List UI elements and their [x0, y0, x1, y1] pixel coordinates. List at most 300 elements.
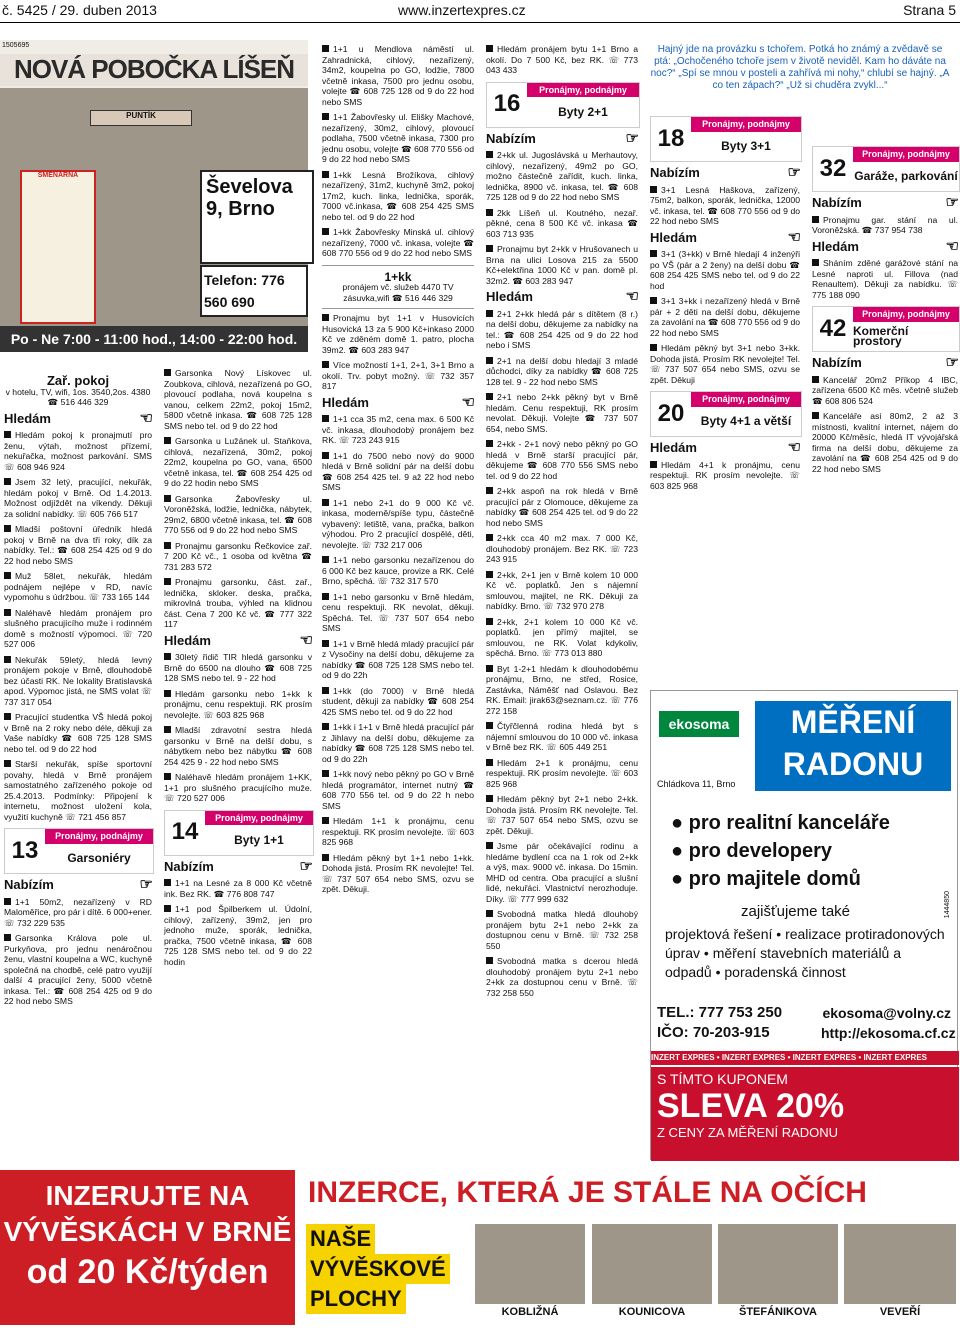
list-item-text: Sháním zděné garážové stání na Lesné naproti ul. Fillova (nad Renaultem). Děkuji za nabídku. ☏ 775 188 090	[812, 258, 958, 300]
category-number: 32	[819, 154, 847, 182]
heading-label: Hledám	[650, 229, 697, 245]
list-item	[322, 639, 474, 681]
category-group: Pronájmy, podnájmy	[205, 811, 313, 826]
list-item-text: Muž 58let, nekuřák, hledám podnájem nejlépe v RD, navíc vypomohu s údržbou. ☏ 733 165 144	[4, 571, 152, 602]
heading-label: Hledám	[486, 289, 533, 304]
bullet-icon	[486, 310, 493, 317]
radon-title-box	[755, 701, 951, 791]
inzerce-ad	[300, 1170, 960, 1325]
bullet-icon	[164, 773, 171, 780]
list-item	[322, 44, 474, 107]
list-item	[486, 570, 638, 612]
bullet-icon	[486, 957, 493, 964]
hand-pointer-icon: ☞	[945, 354, 958, 371]
heading-label: Hledám	[650, 440, 697, 455]
board-label: KOBLIŽNÁ	[501, 1306, 559, 1318]
category-number: 13	[11, 836, 39, 864]
list-item-text: Kancelář 20m2 Příkop 4 IBC, zařízena 6500 Kč měs. včetně služeb ☎ 608 806 524	[812, 374, 958, 406]
hand-pointer-icon: ☜	[625, 288, 638, 305]
list-item-text: Naléhavě hledám pronájem pro slušného pracujícího muže i rodinném domě s možností výpomoci. ☏ 720 527 006	[4, 607, 152, 649]
radon-bullet: ● pro developery	[671, 840, 833, 862]
coupon-text: S TÍMTO KUPONEM	[657, 1071, 788, 1087]
list-item	[4, 571, 152, 603]
list-item-text: 3+1 (3+kk) v Brně hledají 4 inženýři po VŠ (pár a 2 ženy) na delší dobu ☎ 608 254 425 SMS nebo tel. od 9 do 22 hod	[650, 249, 800, 291]
list-item	[812, 258, 958, 300]
heading-label: Nabízím	[486, 130, 536, 146]
list-item-text: 2+kk ul. Jugoslávská u Merhautovy, cihlový, nezařízený, 49m2 po GO, možno částečně zařídit, kuch. linka, lednička, 8900 vč. inkasa, tel. ☎ 608 725 128 od 9 do 22 hod nebo SMS	[486, 150, 638, 202]
list-item-text: Garsonka u Lužánek ul. Staňkova, cihlová, nezařízená, 30m2, pokoj 22m2, koupelna po GO, vana, 6500 včetně inkasa, tel. ☎ 608 254 425 od 9 do 22 hodin nebo SMS	[164, 436, 312, 488]
category-group: Pronájmy, podnájmy	[691, 392, 801, 407]
list-item-text: 2+1 2+kk hledá pár s dítětem (8 r.) na delší dobu, děkujeme za nabídky na tel.: ☎ 608 254 425 od 9 do 22 hod nebo i SMS	[486, 308, 638, 350]
bullet-icon	[4, 713, 11, 720]
heading-hledam	[650, 439, 800, 456]
heading-label: Nabízím	[650, 165, 700, 180]
list-item	[650, 296, 800, 338]
category-title: Garáže, parkování	[854, 169, 958, 183]
list-item-text: 1+kk nový nebo pěkný po GO v Brně hledá programátor, internet nutný ☎ 608 770 556 tel. od 9 do 22 h nebo SMS	[322, 769, 474, 811]
branch-phone: Telefon: 776 560 690	[200, 265, 308, 317]
category-box	[812, 306, 960, 352]
list-item	[650, 460, 800, 492]
nase-line-2: VÝVĚSKOVÉ	[306, 1254, 450, 1284]
list-item-text: 1+kk i 1+1 v Brně hledá pracující pár z Jihlavy na delší dobu, děkujeme za nabídky ☎ 608 725 128 SMS nebo tel. od 9 do 22h	[322, 722, 474, 764]
list-item-text: Starší nekuřák, spíše sportovní povahy, hledá v Brně pronájem samostatného zařízeného pokoje od 25.4.2013. Podmínky: Připojení k internetu, možnost uložení kola, využití kuchyně ☏ 721 456 857	[4, 759, 152, 822]
list-item-text: Garsonka Králova pole ul. Purkyňova, pro jednu nenáročnou ženu, vlastní koupelna a WC, kuchyně společná na chodbě, celé patro využijí další 4 pracující ženy, 5000 včetně inkasa. Tel.: ☎ 608 254 425 od 9 do 22 hod nebo SMS	[4, 933, 152, 1006]
spacer	[650, 92, 800, 110]
list-item-text: 1+1 nebo garsonku v Brně hledám, cenu respektuji. RK nevolat, děkuji. Spěchá. Tel. ☏ 737 507 654 nebo SMS	[322, 591, 474, 633]
bullet-icon	[164, 879, 171, 886]
bullet-icon	[4, 431, 11, 438]
category-box	[486, 82, 640, 128]
bullet-icon	[486, 245, 493, 252]
list-item	[322, 112, 474, 165]
hand-pointer-icon: ☜	[299, 631, 312, 649]
category-box	[650, 391, 802, 437]
bullet-icon	[486, 534, 493, 541]
vyvesky-line-2: VÝVĚSKÁCH V BRNĚ	[3, 1216, 292, 1247]
list-item-text: 1+1 v Brně hledá mladý pracující pár z Vysočiny na delší dobu, děkujeme za nabídky ☎ 608 725 128 SMS nebo tel. od 9 do 22h	[322, 638, 474, 680]
column-2	[164, 368, 312, 1161]
heading-nabizim	[4, 876, 152, 893]
list-item-text: 3+1 Lesná Haškova, zařízený, 75m2, balkon, sporák, lednička, 12000 vč. inkasa, tel. ☎ 608 770 556 od 9 do 22 hod nebo SMS	[650, 184, 800, 226]
list-item	[322, 360, 474, 392]
list-item-text: 1+1 nebo 2+1 do 9 000 Kč vč. inkasa, moderně/spíše typu, částečně vybavený: letiště, vana, pračka, balkon výhodou. Pro 2 pracující dospělé, děti, nevolejte. ☏ 732 217 006	[322, 497, 474, 550]
list-item	[164, 652, 312, 684]
list-item	[322, 722, 474, 764]
list-item	[4, 524, 152, 566]
list-item	[322, 498, 474, 551]
board-label: ŠTEFÁNIKOVA	[738, 1306, 818, 1318]
bullet-icon	[4, 760, 11, 767]
list-item	[322, 853, 474, 895]
heading-nabizim	[486, 129, 638, 147]
list-item	[486, 664, 638, 717]
category-title: Byty 4+1 a větší	[700, 414, 792, 428]
category-title: Byty 3+1	[721, 139, 771, 153]
heading-label: Hledám	[322, 394, 369, 410]
bullet-icon	[164, 542, 171, 549]
board-photo-2	[592, 1224, 712, 1304]
category-box	[650, 116, 802, 162]
list-item	[4, 655, 152, 708]
list-item	[164, 689, 312, 721]
list-item-text: Garsonka Nový Lískovec ul. Zoubkova, cihlová, nezařízená po GO, plovoucí podlaha, nová koupelna s vanou, celkem 22m2, pokoj 15m2, 5800 včetně inkasa. ☎ 608 725 128 SMS nebo tel. od 9 do 22 hod	[164, 368, 312, 431]
list-item	[486, 758, 638, 790]
list-item-text: Naléhavě hledám pronájem 1+KK, 1+1 pro slušného pracujícího muže. ☏ 720 527 006	[164, 772, 312, 803]
bullet-icon	[322, 687, 329, 694]
bullet-icon	[650, 186, 657, 193]
list-item	[322, 414, 474, 446]
bullet-icon	[322, 171, 329, 178]
list-item-text: 1+1 pod Špilberkem ul. Údolní, cihlový, zařízený, 39m2, jen pro jednoho muže, sporák, lednička, pračka, 7500 včetně inkasa, ☎ 608 725 128 SMS nebo tel. od 9 do 22 hodin	[164, 904, 312, 967]
list-item	[164, 725, 312, 767]
heading-hledam	[4, 409, 152, 427]
list-item-text: Hledám 1+1 k pronájmu, cenu respektuji. RK prosím nevolejte. ☏ 603 825 968	[322, 816, 474, 847]
hand-pointer-icon: ☜	[787, 439, 800, 456]
list-item-text: Hledám 4+1 k pronájmu, cenu respektuji. RK prosím nevolejte. ☏ 603 825 968	[650, 459, 800, 491]
heading-label: Hledám	[164, 632, 211, 648]
list-item-text: 2+1 na delší dobu hledají 3 mladé důchodci, díky za nabídky ☎ 608 725 128 tel. 9 - 22 hod nebo SMS	[486, 355, 638, 387]
list-item-text: 1+1 50m2, nezařízený v RD Maloměřice, pro pár i dítě. 6 000+ener. ☏ 732 229 535	[4, 896, 152, 928]
bullet-icon	[322, 452, 329, 459]
board-label: VEVEŘÍ	[879, 1306, 921, 1318]
list-item	[486, 392, 638, 434]
heading-label: Hledám	[4, 410, 51, 426]
column-4	[486, 44, 638, 1161]
list-item	[486, 617, 638, 659]
list-item	[650, 185, 800, 227]
list-item-text: Hledám pěkný byt 2+1 nebo 2+kk. Dohoda jistá. Prosím RK nevolejte. Tel. ☏ 737 507 654 nebo SMS, ozvu se zpět. Děkuji.	[486, 794, 638, 836]
list-item-text: Čtyřčlenná rodina hledá byt s nájemní smlouvou do 10 000 vč. inkasa v Brně bez RK. ☏ 605 449 251	[486, 721, 638, 752]
list-item	[812, 215, 958, 236]
radon-address: Chládkova 11, Brno	[657, 779, 736, 789]
bullet-icon	[650, 297, 657, 304]
coupon-subtext: Z CENY ZA MĚŘENÍ RADONU	[657, 1125, 839, 1140]
ekosoma-logo: ekosoma	[659, 711, 739, 737]
radon-bullets	[671, 809, 890, 893]
heading-hledam	[486, 288, 638, 305]
heading-label: Nabízím	[164, 858, 214, 874]
list-item	[486, 533, 638, 565]
bullet-icon	[812, 259, 819, 266]
list-item	[164, 878, 312, 899]
bullet-icon	[322, 640, 329, 647]
list-item	[486, 208, 638, 240]
vyvesky-ad	[0, 1170, 295, 1325]
bullet-icon	[486, 842, 493, 849]
list-item-text: Pronajmu garsonku Řečkovice zař. 7 200 Kč vč., 1 osoba od května ☎ 731 283 572	[164, 540, 312, 572]
bullet-icon	[4, 656, 11, 663]
branch-address: Ševelova 9, Brno	[206, 176, 293, 220]
list-item-text: Garsonka Žabovřesky ul. Voroněžská, lodžie, lednička, nábytek, 29m2, 6800 včetně inkasa, tel. ☎ 608 770 556 od 9 do 22 hod nebo SMS	[164, 493, 312, 535]
heading-label: Nabízím	[812, 195, 862, 210]
list-item-text: Pracující studentka VŠ hledá pokoj v Brně na 2 roky nebo déle, děkuji za Vaše nabídky ☎ 608 725 128 SMS nebo tel. od 9 do 22 hod	[4, 712, 152, 754]
list-item	[486, 44, 638, 76]
nase-plochy	[306, 1224, 450, 1314]
heading-hledam	[812, 237, 958, 255]
branch-hours: Po - Ne 7:00 - 11:00 hod., 14:00 - 22:00 hod.	[0, 326, 308, 352]
list-item	[486, 721, 638, 753]
bullet-icon	[486, 759, 493, 766]
bullet-icon	[486, 209, 493, 216]
category-number: 42	[819, 314, 847, 342]
list-item-text: 1+1 u Mendlova náměstí ul. Zahradnická, cihlový, nezařízený, 34m2, koupelna po GO, lodžie, 7800 včetně inkasa, 7500 pro jednu osobu, volejte ☎ 608 725 128 od 9 do 22 hod nebo SMS	[322, 44, 474, 107]
radon-tel: TEL.: 777 753 250	[657, 1004, 783, 1021]
address-plate	[200, 170, 314, 264]
list-item	[486, 956, 638, 998]
sign-smenarna: SMĚNÁRNA	[20, 170, 96, 324]
bullet-icon	[322, 723, 329, 730]
list-item	[486, 309, 638, 351]
list-item	[486, 439, 638, 481]
bullet-icon	[322, 415, 329, 422]
list-item-text: Hledám garsonku nebo 1+kk k pronájmu, cenu respektuji. RK prosím nevolejte. ☏ 603 825 968	[164, 688, 312, 720]
list-item-text: 1+1 do 7500 nebo nový do 9000 hledá v Brně solidní pár na delší dobu ☎ 608 254 425 tel. 9 až 22 hod nebo SMS	[322, 450, 474, 492]
radon-ico: IČO: 70-203-915	[657, 1024, 770, 1041]
intro-title: Zař. pokoj	[46, 373, 110, 388]
list-item	[4, 608, 152, 650]
issue-number: č. 5425 / 29. duben 2013	[2, 2, 157, 18]
list-item	[164, 368, 312, 431]
radon-bullet-text: pro realitní kanceláře	[688, 812, 890, 834]
list-item-text: 1+1 Žabovřesky ul. Elišky Machové, nezařízený, 30m2, cihlový, plovoucí podlaha, 7500 včetně inkasa, 7300 pro jednu osobu, volejte ☎ 608 770 556 od 9 do 22 hod nebo SMS	[322, 112, 474, 164]
bullet-icon	[486, 45, 493, 52]
category-box	[4, 828, 154, 874]
list-item	[4, 477, 152, 519]
list-item-text: Více možností 1+1, 2+1, 3+1 Brno a okolí. Trv. pobyt možný. ☏ 732 357 817	[322, 360, 474, 391]
list-item	[322, 555, 474, 587]
list-item-text: Jsem 32 letý, pracující, nekuřák, hledám pokoj v Brně. Od 1.4.2013. Možnost odjíždět na víkendy. Děkuji za solidní nabídky. ☏ 605 766 517	[4, 477, 152, 519]
radon-email[interactable]: ekosoma@volny.cz	[822, 1005, 951, 1021]
branch-title: NOVÁ POBOČKA LÍŠEŇ	[0, 54, 308, 86]
bullet-icon	[4, 572, 11, 579]
hand-pointer-icon: ☜	[787, 228, 800, 246]
site-url[interactable]: www.inzertexpres.cz	[398, 2, 526, 18]
board-photo-1	[475, 1224, 585, 1304]
list-item	[486, 909, 638, 951]
radon-title-1: MĚŘENÍ	[790, 704, 916, 740]
kk-text: pronájem vč. služeb 4470 TV zásuvka,wifi ☎ 516 446 329	[342, 282, 454, 303]
category-title: Komerční prostory	[853, 323, 909, 349]
radon-code: 1444850	[944, 891, 951, 919]
radon-bullet: ● pro realitní kanceláře	[671, 812, 890, 834]
list-item-text: 2kk Líšeň ul. Koutného, nezař. pěkné, cena 8 500 Kč vč. inkasa ☎ 603 713 935	[486, 207, 638, 239]
list-item	[812, 411, 958, 474]
heading-nabizim	[812, 354, 958, 371]
category-group: Pronájmy, podnájmy	[527, 83, 639, 98]
list-item	[812, 375, 958, 407]
category-number: 20	[657, 399, 685, 427]
hand-pointer-icon: ☜	[461, 393, 474, 411]
hand-pointer-icon: ☞	[625, 129, 638, 147]
bullet-icon	[4, 609, 11, 616]
page-header	[0, 0, 960, 22]
heading-hledam	[164, 631, 312, 649]
branch-ad	[0, 40, 308, 352]
list-item	[164, 494, 312, 536]
bullet-icon	[486, 571, 493, 578]
bullet-icon	[164, 437, 171, 444]
list-item	[164, 436, 312, 489]
bullet-icon	[164, 726, 171, 733]
category-group: Pronájmy, podnájmy	[853, 307, 959, 322]
list-item-text: 1+1 na Lesné za 8 000 Kč včetně ink. Bez RK. ☎ 776 808 747	[164, 878, 312, 899]
category-number: 18	[657, 124, 685, 152]
board-label: KOUNICOVA	[618, 1306, 686, 1318]
bullet-icon	[322, 113, 329, 120]
bullet-icon	[486, 357, 493, 364]
list-item-text: 1+kk (do 7000) v Brně hledá student, děkuji za nabídky ☎ 608 254 425 SMS nebo tel. od 9 do 22 hod	[322, 685, 474, 717]
board-photo-4	[844, 1224, 956, 1304]
category-group: Pronájmy, podnájmy	[691, 117, 801, 132]
list-item	[650, 249, 800, 291]
bullet-icon	[812, 216, 819, 223]
coupon-box	[651, 1067, 959, 1161]
bullet-icon	[164, 653, 171, 660]
ad-code: 1505695	[2, 42, 30, 49]
list-item-text: Pronajmu byt 1+1 v Husovicích Husovická 13 za 5 900 Kč+inkaso 2000 Kč ve zděném domě 1. patro, plocha 39m2. ☎ 603 283 947	[322, 313, 474, 355]
hand-pointer-icon: ☜	[945, 237, 958, 255]
list-item	[486, 356, 638, 388]
list-item	[486, 841, 638, 904]
list-item	[322, 769, 474, 811]
joke-text: Hajný jde na provázku s tchořem. Potká ho známý a zvědavě se ptá: „Ochočeného tchoře jsem v životě neviděl. Kam ho dáváte na noc?“ „Spí se mnou v posteli a zahřívá mi nohy,“ chlubí se hajný. „A co ten zápach?“ „Už si chuděra zvykl...“	[650, 44, 950, 91]
bullet-icon	[164, 690, 171, 697]
radon-title-2: RADONU	[782, 746, 924, 782]
radon-ad	[650, 690, 958, 1160]
bullet-icon	[322, 854, 329, 861]
bullet-icon	[650, 344, 657, 351]
category-number: 16	[493, 90, 521, 118]
list-item-text: Hledám pokoj k pronajmutí pro ženu, výtah, možnost přízemí, nekuřačka, možnost parkování. SMS ☏ 608 946 924	[4, 430, 152, 472]
page-number: Strana 5	[903, 2, 956, 18]
hand-pointer-icon: ☞	[787, 164, 800, 181]
list-item	[164, 904, 312, 967]
bullet-icon	[4, 478, 11, 485]
radon-services: projektová řešení • realizace protiradonových úprav • měření stavebních materiálů a odpadů • poradenská činnost	[665, 926, 945, 980]
bullet-icon	[164, 905, 171, 912]
bullet-icon	[650, 250, 657, 257]
intro-text: v hotelu, TV, wifi, 1os. 3540,2os. 4380 ☎ 516 446 329	[5, 386, 151, 407]
bullet-icon	[322, 361, 329, 368]
list-item	[322, 227, 474, 259]
sign-puntik: PUNTÍK	[90, 110, 192, 126]
bullet-icon	[322, 817, 329, 824]
board-photo-3	[718, 1224, 838, 1304]
heading-label: Nabízím	[4, 877, 54, 892]
coupon-discount: SLEVA 20%	[657, 1087, 845, 1125]
list-item	[322, 816, 474, 848]
bullet-icon	[486, 910, 493, 917]
hand-pointer-icon: ☞	[139, 876, 152, 893]
list-item-text: Jsme pár očekávající rodinu a hledáme bydlení cca na 1 rok od 2+kk a výš, max. 9000 vč. inkasa. Do 15min. MHD od centra. Oba pracující a slušní lidé, nekuřáci. Vlastnictví nerozhoduje. Díky. ☏ 777 999 632	[486, 841, 638, 904]
bullet-icon	[486, 795, 493, 802]
vyvesky-line-3: od 20 Kč/týden	[26, 1253, 269, 1291]
list-item-text: 2+1 nebo 2+kk pěkný byt v Brně hledám. Cenu respektuji, RK prosím nevolat. Děkuji. Volejte ☎ 737 507 654, nebo SMS.	[486, 392, 638, 434]
heading-hledam	[322, 393, 474, 411]
bullet-icon	[486, 393, 493, 400]
list-item-text: Hledám 2+1 k pronájmu, cenu respektuji. RK prosím nevolejte. ☏ 603 825 968	[486, 757, 638, 789]
bullet-icon	[4, 525, 11, 532]
bullet-icon	[164, 578, 171, 585]
bullet-icon	[486, 487, 493, 494]
heading-nabizim	[650, 164, 800, 181]
bullet-icon	[4, 898, 11, 905]
nase-line-1: NAŠE	[306, 1224, 375, 1254]
radon-contacts-right	[821, 1003, 956, 1043]
list-item-text: Svobodná matka hledá dlouhobý pronájem bytu 2+1 nebo 2+kk za dostupnou cenu v Brně. ☏ 732 258 550	[486, 909, 638, 951]
list-item-text: Pronajmu gar. stání na ul. Voroněžská. ☎ 737 954 738	[812, 214, 958, 235]
list-item-text: Pronajmu garsonku, část. zař., lednička, skloker. deska, pračka, mikrovlná trouba, výhled na klidnou část. Cena 7 200 Kč vč. ☎ 777 322 117	[164, 577, 312, 629]
list-item	[164, 772, 312, 804]
bullet-icon	[164, 369, 171, 376]
kk-title: 1+kk	[384, 269, 412, 284]
header-divider	[0, 22, 960, 23]
list-item	[486, 794, 638, 836]
bullet-icon	[322, 499, 329, 506]
bullet-icon	[486, 618, 493, 625]
list-item-text: Pronajmu byt 2+kk v Hrušovanech u Brna na ulici Losova 215 za 5500 Kč+elektřina 1000 Kč v pan. domě pl. 32m2. ☎ 603 283 947	[486, 244, 638, 286]
column-1	[4, 373, 152, 1161]
radon-zajistujeme: zajišťujeme také	[741, 903, 851, 920]
list-item-text: Byt 1-2+1 hledám k dlouhodobému pronájmu, Brno, ne střed, Rosice, Zastávka, Náměšť nad Oslavou. Bez RK. Email: jirak63@seznam.cz. ☏ 776 272 158	[486, 663, 638, 716]
list-item	[322, 592, 474, 634]
heading-label: Hledám	[812, 238, 859, 254]
list-item-text: Hledám pěkný byt 3+1 nebo 3+kk. Dohoda jistá. Prosím RK nevolejte! Tel. ☏ 737 507 654 nebo SMS, ozvu se zpět. Děkuji	[650, 343, 800, 385]
list-item	[322, 170, 474, 223]
divider	[322, 265, 474, 266]
bullet-icon	[322, 228, 329, 235]
bullet-icon	[322, 770, 329, 777]
list-item	[164, 577, 312, 630]
list-item-text: 1+1 cca 35 m2, cena max. 6 500 Kč vč. inkasa, dlouhodobý pronájem bez RK. ☏ 723 243 915	[322, 414, 474, 445]
radon-bullet-text: pro developery	[688, 840, 833, 862]
list-item-text: Svobodná matka s dcerou hledá dlouhodobý pronájem bytu 2+1 nebo 2+kk za dostupnou cenu v Brně. ☏ 732 258 550	[486, 956, 638, 998]
category-box	[812, 146, 960, 192]
divider	[322, 308, 474, 309]
bullet-icon	[164, 495, 171, 502]
heading-hledam	[650, 228, 800, 246]
category-number: 14	[171, 818, 199, 846]
list-item-text: Hledám pěkný byt 1+1 nebo 1+kk. Dohoda jistá. Prosím RK nevolejte! Tel. ☏ 737 507 654 nebo SMS, ozvu se zpět. Děkuji.	[322, 852, 474, 894]
list-item-text: 2+kk, 2+1 jen v Brně kolem 10 000 Kč vč. poplatků. Jen s nájemní smlouvou, majitel, ne RK. Děkuji za nabídky. Brno. ☏ 732 970 278	[486, 569, 638, 611]
list-item-text: 3+1 3+kk i nezařízený hledá v Brně pár + 2 děti na delší dobu, děkujeme za zavolání na ☎ 608 770 556 od 9 do 22 hod nebo SMS	[650, 296, 800, 338]
nase-line-3: PLOCHY	[306, 1284, 406, 1314]
bullet-icon	[4, 934, 11, 941]
bullet-icon	[322, 45, 329, 52]
bullet-icon	[322, 593, 329, 600]
list-item	[486, 486, 638, 528]
bullet-icon	[486, 440, 493, 447]
category-group: Pronájmy, podnájmy	[853, 147, 959, 162]
heading-nabizim	[812, 194, 958, 211]
hand-pointer-icon: ☜	[139, 409, 152, 427]
inzerce-title: INZERCE, KTERÁ JE STÁLE NA OČÍCH	[308, 1176, 867, 1209]
list-item-text: 1+kk Lesná Brožíkova, cihlový nezařízený, 31m2, kuchyně 3m2, pokoj 17m2, kuch. linka, lednička, sporák, 7000 vč.inkasa, ☎ 608 254 425 SMS nebo tel. od 9 do 22 hod	[322, 169, 474, 222]
list-item	[486, 244, 638, 286]
radon-web[interactable]: http://ekosoma.cf.cz	[821, 1025, 956, 1041]
radon-bullet-text: pro majitele domů	[688, 868, 861, 890]
list-item-text: Nekuřák 59letý, hledá levný pronájem pokoje v Brně, dlouhodobě bez účasti RK. Ne lokality Bratislavská apod. Výpomoc jistá, ne SMS volat ☏ 737 317 054	[4, 654, 152, 707]
category-title: Byty 2+1	[558, 104, 608, 119]
list-item	[4, 759, 152, 822]
list-item	[4, 897, 152, 929]
bullet-icon	[322, 314, 329, 321]
list-item-text: 2+kk cca 40 m2 max. 7 000 Kč, dlouhodobý pronájem. Bez RK. ☏ 723 243 915	[486, 533, 638, 564]
list-item-text: 2+kk, 2+1 kolem 10 000 Kč vč. poplatků. jen přímý majitel, se smlouvou, ne RK. Volat kdykoliv, spěchá. Brno. ☏ 773 013 880	[486, 616, 638, 658]
list-item	[322, 686, 474, 718]
list-item	[486, 150, 638, 203]
